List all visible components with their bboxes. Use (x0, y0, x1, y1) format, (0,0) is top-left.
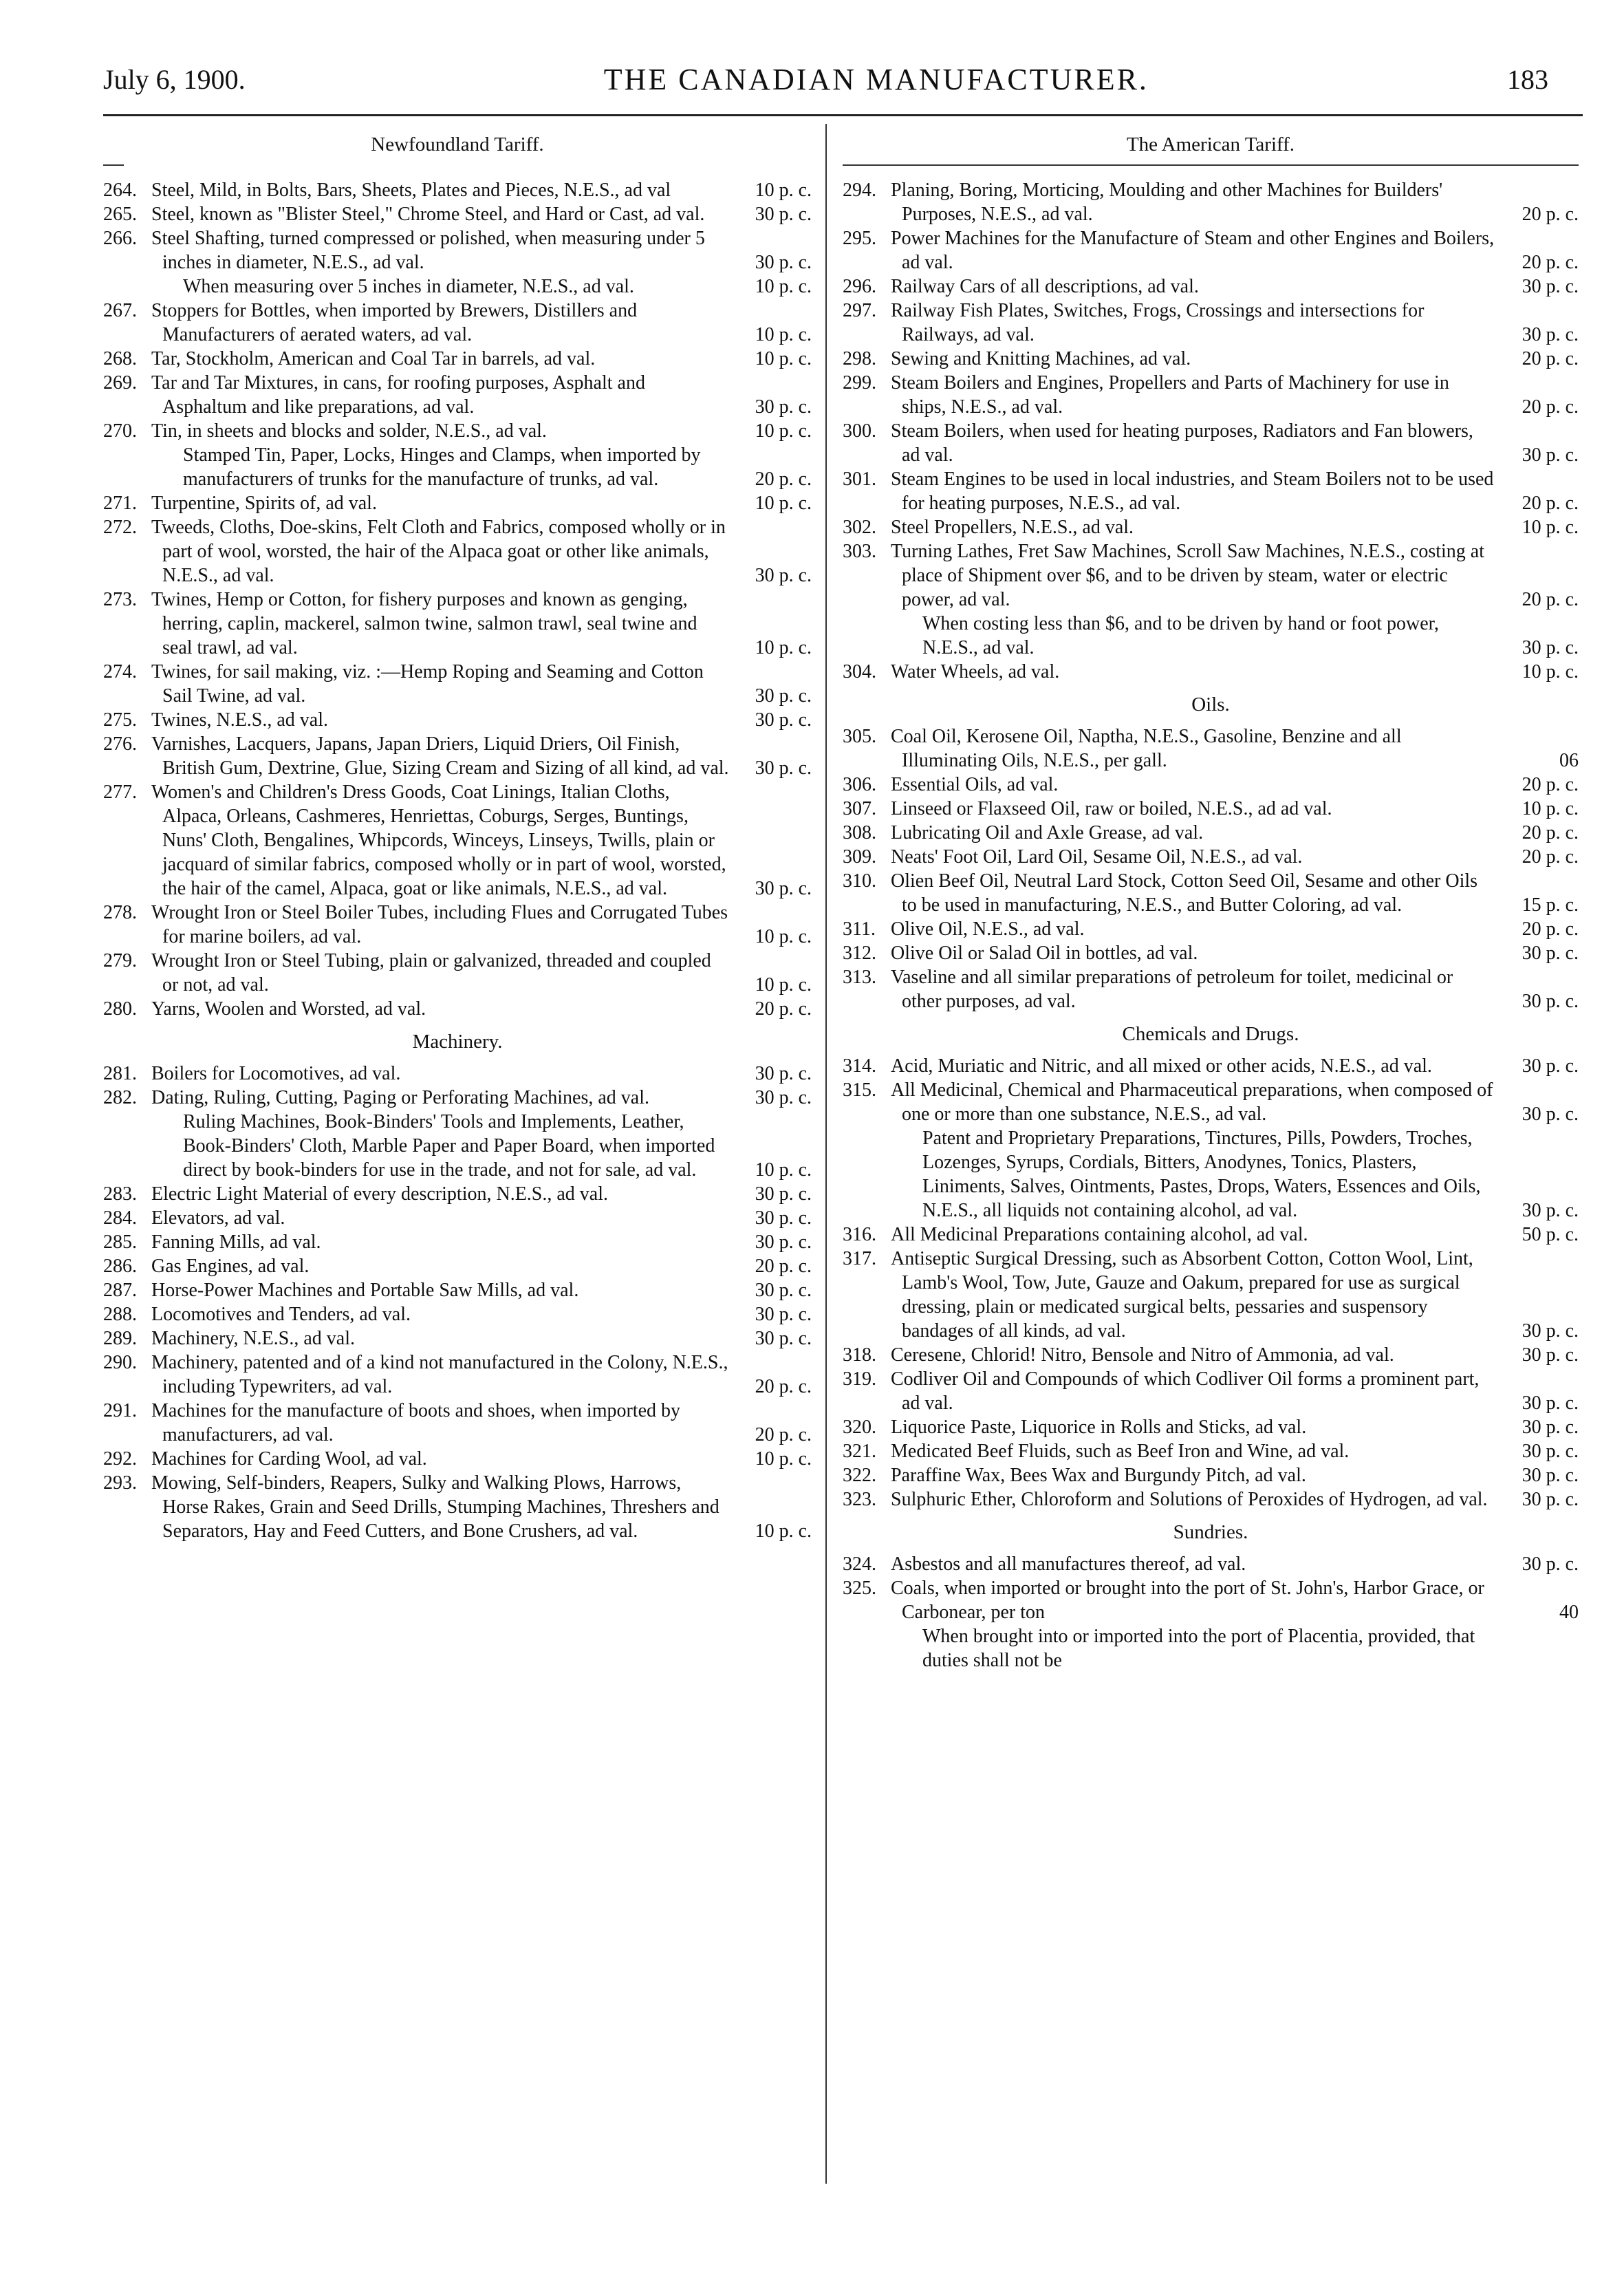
tariff-description: Women's and Children's Dress Goods, Coat Linings, Italian Cloths, Alpaca, Orleans, Cashmeres, Henriettas, Coburgs, Serges, Buntings, Nuns' Cloth, Bengalines, Whipcords, Winceys, Linseys, Twills, plain or jacquard of similar fabrics, composed wholly or in part of wool, worsted, the hair of the camel, Alpaca, goat or like animals, N.E.S., ad val. (151, 782, 726, 899)
tariff-number: 280. (103, 998, 137, 1020)
tariff-number: 271. (103, 493, 137, 514)
tariff-description: Sewing and Knitting Machines, ad val. (891, 348, 1191, 369)
tariff-number: 302. (843, 517, 876, 538)
tariff-entry (843, 1078, 1579, 1126)
tariff-description: Essential Oils, ad val. (891, 774, 1059, 795)
tariff-number (103, 1110, 144, 1182)
tariff-number: 283. (103, 1183, 137, 1205)
tariff-entry (843, 612, 1579, 660)
tariff-description: All Medicinal, Chemical and Pharmaceutical preparations, when composed of one or more than one substance, N.E.S., ad val. (891, 1079, 1493, 1125)
tariff-list (843, 1054, 1579, 1512)
tariff-rate: 10 p. c. (755, 974, 812, 996)
tariff-list (103, 178, 812, 1021)
tariff-rate: 30 p. c. (1522, 637, 1579, 658)
tariff-rate: 30 p. c. (1522, 444, 1579, 466)
tariff-number: 300. (843, 420, 876, 442)
tariff-rate: 20 p. c. (1522, 846, 1579, 868)
tariff-number: 292. (103, 1448, 137, 1470)
tariff-rate: 10 p. c. (1522, 661, 1579, 682)
tariff-number: 309. (843, 846, 876, 868)
tariff-description: Electric Light Material of every description, N.E.S., ad val. (151, 1183, 609, 1205)
tariff-entry (843, 869, 1579, 917)
tariff-rate: 30 p. c. (755, 757, 812, 779)
tariff-rate: 30 p. c. (755, 1328, 812, 1349)
tariff-description: Olive Oil, N.E.S., ad val. (891, 918, 1085, 940)
tariff-description: Paraffine Wax, Bees Wax and Burgundy Pitch, ad val. (891, 1465, 1306, 1486)
tariff-rate: 20 p. c. (1522, 589, 1579, 610)
tariff-number: 266. (103, 228, 137, 249)
tariff-description: Railway Cars of all descriptions, ad val. (891, 276, 1199, 297)
tariff-description: All Medicinal Preparations containing alcohol, ad val. (891, 1224, 1308, 1245)
left-column-title: Newfoundland Tariff. (371, 133, 544, 155)
issue-date: July 6, 1900. (103, 63, 246, 95)
tariff-description: Steel Shafting, turned compressed or polished, when measuring under 5 inches in diameter, N.E.S., ad val. (151, 228, 705, 273)
tariff-number: 268. (103, 348, 137, 369)
tariff-number: 310. (843, 870, 876, 892)
tariff-rate: 20 p. c. (1522, 348, 1579, 369)
tariff-description: Twines, N.E.S., ad val. (151, 709, 329, 731)
tariff-number (103, 275, 144, 299)
tariff-rate: 30 p. c. (755, 1232, 812, 1253)
tariff-number: 282. (103, 1087, 137, 1108)
tariff-description: Dating, Ruling, Cutting, Paging or Perforating Machines, ad val. (151, 1087, 650, 1108)
tariff-description: Horse-Power Machines and Portable Saw Mills, ad val. (151, 1280, 579, 1301)
tariff-entry (843, 1367, 1579, 1415)
tariff-description: Turpentine, Spirits of, ad val. (151, 493, 377, 514)
left-column (103, 124, 812, 2197)
tariff-description: Olien Beef Oil, Neutral Lard Stock, Cotton Seed Oil, Sesame and other Oils to be used in manufacturing, N.E.S., and Butter Coloring, ad val. (891, 870, 1478, 916)
tariff-rate: 30 p. c. (755, 565, 812, 586)
tariff-number: 272. (103, 517, 137, 538)
tariff-rate: 30 p. c. (755, 1087, 812, 1108)
tariff-entry (843, 371, 1579, 419)
tariff-description: Steel, Mild, in Bolts, Bars, Sheets, Plates and Pieces, N.E.S., ad val (151, 180, 671, 201)
tariff-description: Neats' Foot Oil, Lard Oil, Sesame Oil, N.E.S., ad val. (891, 846, 1303, 868)
tariff-list (843, 724, 1579, 1013)
tariff-description: Mowing, Self-binders, Reapers, Sulky and Walking Plows, Harrows, Horse Rakes, Grain and Seed Drills, Stumping Machines, Threshers and Separators, Hay and Feed Cutters, and Bone Crushers, ad val. (151, 1472, 719, 1542)
tariff-number (843, 1126, 884, 1223)
tariff-entry (843, 515, 1579, 539)
tariff-entry (103, 275, 812, 299)
column-divider (825, 124, 827, 2184)
tariff-description: Elevators, ad val. (151, 1207, 285, 1229)
tariff-rate: 10 p. c. (755, 180, 812, 201)
tariff-description: Varnishes, Lacquers, Japans, Japan Driers, Liquid Driers, Oil Finish, British Gum, Dextrine, Glue, Sizing Cream and Sizing of all kind, ad val. (151, 733, 729, 779)
tariff-entry (843, 178, 1579, 226)
tariff-entry (103, 299, 812, 347)
tariff-entry (103, 1230, 812, 1254)
tariff-number: 277. (103, 782, 137, 803)
tariff-description: Yarns, Woolen and Worsted, ad val. (151, 998, 426, 1020)
tariff-rate: 10 p. c. (1522, 517, 1579, 538)
tariff-description: Acid, Muriatic and Nitric, and all mixed or other acids, N.E.S., ad val. (891, 1055, 1432, 1077)
tariff-rate: 30 p. c. (1522, 1553, 1579, 1575)
tariff-number: 276. (103, 733, 137, 755)
tariff-number: 305. (843, 726, 876, 747)
tariff-description: Ruling Machines, Book-Binders' Tools and Implements, Leather, Book-Binders' Cloth, Marble Paper and Paper Board, when imported direct by book-binders for use in the trade, and not for sale, ad val. (183, 1111, 715, 1181)
tariff-rate: 10 p. c. (755, 276, 812, 297)
tariff-entry (103, 997, 812, 1021)
tariff-entry (103, 732, 812, 780)
tariff-number: 288. (103, 1304, 137, 1325)
tariff-rate: 30 p. c. (1522, 1320, 1579, 1342)
tariff-rate: 30 p. c. (1522, 943, 1579, 964)
tariff-entry (843, 1415, 1579, 1439)
tariff-rate: 30 p. c. (1522, 1465, 1579, 1486)
tariff-rate: 30 p. c. (1522, 1417, 1579, 1438)
tariff-rate: 30 p. c. (755, 878, 812, 899)
tariff-description: Patent and Proprietary Preparations, Tinctures, Pills, Powders, Troches, Lozenges, Syrups, Cordials, Bitters, Anodynes, Tonics, Plasters, Liniments, Salves, Ointments, Pastes, Drops, Waters, Essences and Oils, N.E.S., all liquids not containing alcohol, ad val. (922, 1128, 1481, 1221)
tariff-rate: 20 p. c. (1522, 822, 1579, 843)
tariff-entry (103, 491, 812, 515)
tariff-entry (103, 1471, 812, 1543)
tariff-rate: 30 p. c. (755, 396, 812, 418)
tariff-number: 289. (103, 1328, 137, 1349)
tariff-description: Steam Boilers, when used for heating purposes, Radiators and Fan blowers, ad val. (891, 420, 1473, 466)
tariff-entry (103, 371, 812, 419)
tariff-rate: 30 p. c. (1522, 324, 1579, 345)
page-number: 183 (1507, 63, 1548, 95)
right-column (843, 124, 1579, 2197)
tariff-entry (843, 419, 1579, 467)
tariff-rate: 15 p. c. (1522, 894, 1579, 916)
tariff-list (843, 178, 1579, 684)
tariff-entry (103, 708, 812, 732)
tariff-description: Antiseptic Surgical Dressing, such as Absorbent Cotton, Cotton Wool, Lint, Lamb's Wool, Tow, Jute, Gauze and Oakum, prepared for use as surgical dressing, plain or medicated surgical belts, pessaries and suspensory bandages of all kinds, ad val. (891, 1248, 1473, 1342)
tariff-list (103, 1062, 812, 1543)
right-column-title: The American Tariff. (1126, 133, 1295, 155)
tariff-rate: 20 p. c. (755, 1376, 812, 1397)
tariff-description: Turning Lathes, Fret Saw Machines, Scroll Saw Machines, N.E.S., costing at place of Shipment over $6, and to be driven by steam, water or electric power, ad val. (891, 541, 1484, 610)
tariff-entry (843, 1054, 1579, 1078)
tariff-number: 273. (103, 589, 137, 610)
tariff-entry (843, 467, 1579, 515)
tariff-entry (843, 1247, 1579, 1343)
tariff-rate: 10 p. c. (755, 637, 812, 658)
tariff-rate: 10 p. c. (755, 324, 812, 345)
tariff-description: Coals, when imported or brought into the port of St. John's, Harbor Grace, or Carbonear, per ton (891, 1578, 1484, 1623)
tariff-rate: 30 p. c. (755, 1207, 812, 1229)
tariff-rate: 10 p. c. (755, 926, 812, 947)
tariff-rate: 10 p. c. (755, 493, 812, 514)
tariff-entry (103, 1254, 812, 1278)
tariff-number: 287. (103, 1280, 137, 1301)
tariff-entry (103, 1326, 812, 1351)
tariff-rate: 30 p. c. (1522, 1441, 1579, 1462)
tariff-number: 293. (103, 1472, 137, 1494)
tariff-entry (843, 1439, 1579, 1463)
tariff-description: Machines for Carding Wool, ad val. (151, 1448, 427, 1470)
tariff-entry (103, 1399, 812, 1447)
tariff-description: Planing, Boring, Morticing, Moulding and other Machines for Builders' Purposes, N.E.S., ad val. (891, 180, 1443, 225)
tariff-entry (843, 226, 1579, 275)
tariff-number: 301. (843, 469, 876, 490)
tariff-description: Steam Boilers and Engines, Propellers and Parts of Machinery for use in ships, N.E.S., ad val. (891, 372, 1449, 418)
tariff-description: Steam Engines to be used in local industries, and Steam Boilers not to be used for heating purposes, N.E.S., ad val. (891, 469, 1494, 514)
tariff-rate: 30 p. c. (755, 1304, 812, 1325)
tariff-description: Coal Oil, Kerosene Oil, Naptha, N.E.S., Gasoline, Benzine and all Illuminating Oils, N.E.S., per gall. (891, 726, 1402, 771)
tariff-entry (843, 539, 1579, 612)
tariff-number (843, 1624, 884, 1673)
tariff-number: 324. (843, 1553, 876, 1575)
tariff-description: Tar and Tar Mixtures, in cans, for roofing purposes, Asphalt and Asphaltum and like preparations, ad val. (151, 372, 645, 418)
tariff-rate: 10 p. c. (755, 348, 812, 369)
tariff-number: 264. (103, 180, 137, 201)
tariff-number: 285. (103, 1232, 137, 1253)
tariff-number: 294. (843, 180, 876, 201)
tariff-rate: 30 p. c. (755, 685, 812, 707)
tariff-description: Boilers for Locomotives, ad val. (151, 1063, 401, 1084)
tariff-entry (103, 1110, 812, 1182)
tariff-entry (103, 419, 812, 443)
tariff-description: Stoppers for Bottles, when imported by Brewers, Distillers and Manufacturers of aerated waters, ad val. (151, 300, 638, 345)
tariff-entry (103, 1206, 812, 1230)
tariff-rate: 20 p. c. (1522, 774, 1579, 795)
tariff-number: 284. (103, 1207, 137, 1229)
tariff-number: 308. (843, 822, 876, 843)
tariff-entry (843, 797, 1579, 821)
tariff-number (103, 443, 144, 491)
tariff-rate: 20 p. c. (1522, 204, 1579, 225)
tariff-rate: 30 p. c. (1522, 1055, 1579, 1077)
tariff-description: Ceresene, Chlorid! Nitro, Bensole and Nitro of Ammonia, ad val. (891, 1344, 1394, 1366)
tariff-description: Olive Oil or Salad Oil in bottles, ad val. (891, 943, 1198, 964)
tariff-entry (103, 1302, 812, 1326)
section-title-machinery: Machinery. (412, 1031, 503, 1053)
tariff-number: 321. (843, 1441, 876, 1462)
tariff-description: Steel Propellers, N.E.S., ad val. (891, 517, 1134, 538)
publication-title: THE CANADIAN MANUFACTURER. (603, 62, 1149, 96)
tariff-rate: 30 p. c. (1522, 1489, 1579, 1510)
tariff-rate: 40 (1559, 1602, 1579, 1623)
tariff-rate: 30 p. c. (1522, 1344, 1579, 1366)
tariff-rate: 30 p. c. (1522, 276, 1579, 297)
tariff-entry (103, 226, 812, 275)
tariff-entry (103, 660, 812, 708)
page-header (103, 55, 1548, 103)
tariff-description: Medicated Beef Fluids, such as Beef Iron and Wine, ad val. (891, 1441, 1350, 1462)
tariff-description: Liquorice Paste, Liquorice in Rolls and Sticks, ad val. (891, 1417, 1307, 1438)
tariff-number: 295. (843, 228, 876, 249)
tariff-rate: 30 p. c. (1522, 1200, 1579, 1221)
tariff-number: 314. (843, 1055, 876, 1077)
tariff-rate: 30 p. c. (755, 1063, 812, 1084)
tariff-number: 299. (843, 372, 876, 394)
tariff-entry (843, 845, 1579, 869)
tariff-description: Vaseline and all similar preparations of petroleum for toilet, medicinal or other purposes, ad val. (891, 967, 1453, 1012)
tariff-description: Twines, for sail making, viz. :—Hemp Roping and Seaming and Cotton Sail Twine, ad val. (151, 661, 704, 707)
tariff-description: Machinery, patented and of a kind not manufactured in the Colony, N.E.S., including Typewriters, ad val. (151, 1352, 728, 1397)
tariff-entry (103, 949, 812, 997)
tariff-description: Water Wheels, ad val. (891, 661, 1060, 682)
tariff-rate: 30 p. c. (1522, 1392, 1579, 1414)
tariff-description: Tweeds, Cloths, Doe-skins, Felt Cloth and Fabrics, composed wholly or in part of wool, worsted, the hair of the Alpaca goat or other like animals, N.E.S., ad val. (151, 517, 726, 586)
tariff-number: 325. (843, 1578, 876, 1599)
tariff-rate: 30 p. c. (755, 1183, 812, 1205)
tariff-entry (843, 1223, 1579, 1247)
tariff-entry (103, 1182, 812, 1206)
tariff-rate: 06 (1559, 750, 1579, 771)
tariff-rate: 20 p. c. (755, 1256, 812, 1277)
tariff-description: Asbestos and all manufactures thereof, ad val. (891, 1553, 1246, 1575)
tariff-number: 297. (843, 300, 876, 321)
tariff-rate: 20 p. c. (755, 1424, 812, 1445)
tariff-rate: 30 p. c. (755, 709, 812, 731)
tariff-entry (843, 1624, 1579, 1673)
tariff-rate: 10 p. c. (755, 420, 812, 442)
tariff-rate: 20 p. c. (1522, 918, 1579, 940)
tariff-entry (843, 1463, 1579, 1487)
tariff-number: 319. (843, 1368, 876, 1390)
tariff-description: Machines for the manufacture of boots and shoes, when imported by manufacturers, ad val. (151, 1400, 681, 1445)
tariff-rate: 20 p. c. (755, 469, 812, 490)
tariff-description: Fanning Mills, ad val. (151, 1232, 321, 1253)
title-rule (103, 164, 124, 166)
tariff-entry (103, 780, 812, 901)
tariff-number: 290. (103, 1352, 137, 1373)
tariff-entry (103, 1086, 812, 1110)
tariff-description: Linseed or Flaxseed Oil, raw or boiled, N.E.S., ad ad val. (891, 798, 1332, 819)
tariff-rate: 10 p. c. (1522, 798, 1579, 819)
tariff-number: 279. (103, 950, 137, 971)
tariff-rate: 20 p. c. (1522, 396, 1579, 418)
tariff-description: Codliver Oil and Compounds of which Codliver Oil forms a prominent part, ad val. (891, 1368, 1480, 1414)
tariff-number: 306. (843, 774, 876, 795)
tariff-entry (843, 1552, 1579, 1576)
tariff-number: 315. (843, 1079, 876, 1101)
tariff-rate: 30 p. c. (755, 1280, 812, 1301)
tariff-entry (843, 347, 1579, 371)
tariff-entry (103, 901, 812, 949)
tariff-entry (843, 724, 1579, 773)
tariff-entry (103, 515, 812, 588)
tariff-number: 270. (103, 420, 137, 442)
tariff-entry (103, 1062, 812, 1086)
tariff-entry (843, 1487, 1579, 1512)
tariff-entry (103, 1447, 812, 1471)
tariff-rate: 30 p. c. (1522, 1104, 1579, 1125)
tariff-rate: 20 p. c. (755, 998, 812, 1020)
tariff-entry (843, 1126, 1579, 1223)
tariff-number: 311. (843, 918, 876, 940)
section-title-chemicals: Chemicals and Drugs. (1122, 1023, 1299, 1045)
tariff-number: 304. (843, 661, 876, 682)
tariff-entry (843, 1576, 1579, 1624)
tariff-description: When costing less than $6, and to be driven by hand or foot power, N.E.S., ad val. (922, 613, 1439, 658)
tariff-entry (103, 588, 812, 660)
tariff-number (843, 612, 884, 660)
tariff-number: 312. (843, 943, 876, 964)
tariff-description: Locomotives and Tenders, ad val. (151, 1304, 411, 1325)
tariff-number: 278. (103, 902, 137, 923)
tariff-rate: 30 p. c. (1522, 991, 1579, 1012)
tariff-description: Tin, in sheets and blocks and solder, N.E.S., ad val. (151, 420, 547, 442)
tariff-rate: 30 p. c. (755, 204, 812, 225)
section-title-sundries: Sundries. (1173, 1521, 1248, 1543)
tariff-number: 313. (843, 967, 876, 988)
tariff-number: 316. (843, 1224, 876, 1245)
tariff-number: 323. (843, 1489, 876, 1510)
tariff-entry (103, 1278, 812, 1302)
section-title-oils: Oils. (1191, 693, 1230, 716)
tariff-description: Gas Engines, ad val. (151, 1256, 310, 1277)
tariff-description: Twines, Hemp or Cotton, for fishery purposes and known as genging, herring, caplin, mackerel, salmon twine, salmon trawl, seal twine and seal trawl, ad val. (151, 589, 697, 658)
tariff-number: 320. (843, 1417, 876, 1438)
tariff-entry (843, 299, 1579, 347)
tariff-description: Stamped Tin, Paper, Locks, Hinges and Clamps, when imported by manufacturers of trunks for the manufacture of trunks, ad val. (183, 444, 701, 490)
tariff-rate: 50 p. c. (1522, 1224, 1579, 1245)
tariff-number: 303. (843, 541, 876, 562)
tariff-description: When measuring over 5 inches in diameter, N.E.S., ad val. (183, 276, 634, 297)
tariff-number: 317. (843, 1248, 876, 1269)
tariff-rate: 20 p. c. (1522, 252, 1579, 273)
tariff-number: 291. (103, 1400, 137, 1421)
tariff-entry (843, 660, 1579, 684)
tariff-description: Sulphuric Ether, Chloroform and Solutions of Peroxides of Hydrogen, ad val. (891, 1489, 1488, 1510)
tariff-number: 275. (103, 709, 137, 731)
tariff-entry (103, 443, 812, 491)
tariff-entry (103, 178, 812, 202)
tariff-description: Railway Fish Plates, Switches, Frogs, Crossings and intersections for Railways, ad val. (891, 300, 1425, 345)
tariff-entry (843, 917, 1579, 941)
tariff-number: 281. (103, 1063, 137, 1084)
tariff-number: 298. (843, 348, 876, 369)
tariff-description: Machinery, N.E.S., ad val. (151, 1328, 355, 1349)
tariff-description: When brought into or imported into the port of Placentia, provided, that duties shall not be (922, 1626, 1475, 1671)
tariff-rate: 10 p. c. (755, 1520, 812, 1542)
tariff-entry (103, 347, 812, 371)
tariff-number: 267. (103, 300, 137, 321)
tariff-number: 286. (103, 1256, 137, 1277)
tariff-description: Steel, known as "Blister Steel," Chrome Steel, and Hard or Cast, ad val. (151, 204, 705, 225)
tariff-number: 296. (843, 276, 876, 297)
tariff-rate: 30 p. c. (755, 252, 812, 273)
tariff-entry (843, 941, 1579, 965)
tariff-entry (103, 1351, 812, 1399)
tariff-description: Lubricating Oil and Axle Grease, ad val. (891, 822, 1204, 843)
tariff-number: 269. (103, 372, 137, 394)
tariff-description: Wrought Iron or Steel Tubing, plain or galvanized, threaded and coupled or not, ad val. (151, 950, 711, 996)
tariff-number: 318. (843, 1344, 876, 1366)
tariff-rate: 10 p. c. (755, 1159, 812, 1181)
title-rule (843, 164, 1579, 166)
tariff-entry (843, 773, 1579, 797)
tariff-number: 265. (103, 204, 137, 225)
tariff-list (843, 1552, 1579, 1673)
tariff-rate: 20 p. c. (1522, 493, 1579, 514)
tariff-description: Power Machines for the Manufacture of Steam and other Engines and Boilers, ad val. (891, 228, 1495, 273)
tariff-entry (843, 965, 1579, 1013)
tariff-number: 307. (843, 798, 876, 819)
header-rule (103, 114, 1583, 116)
tariff-entry (103, 202, 812, 226)
tariff-entry (843, 821, 1579, 845)
tariff-number: 322. (843, 1465, 876, 1486)
tariff-entry (843, 1343, 1579, 1367)
tariff-rate: 10 p. c. (755, 1448, 812, 1470)
tariff-entry (843, 275, 1579, 299)
tariff-number: 274. (103, 661, 137, 682)
tariff-description: Wrought Iron or Steel Boiler Tubes, including Flues and Corrugated Tubes for marine boilers, ad val. (151, 902, 728, 947)
tariff-description: Tar, Stockholm, American and Coal Tar in barrels, ad val. (151, 348, 596, 369)
